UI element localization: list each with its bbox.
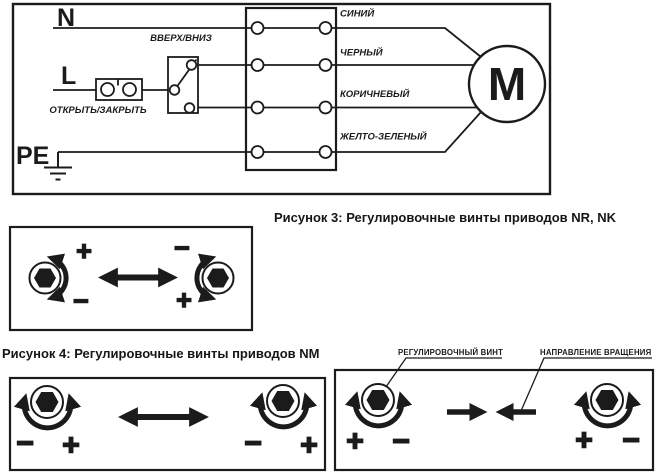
- callout-leader-line: [379, 358, 502, 397]
- minus-label: −: [73, 286, 89, 316]
- minus-label: −: [392, 425, 410, 458]
- up-down-switch-icon: [168, 57, 198, 113]
- figure3-caption: Рисунок 3: Регулировочные винты приводов NR, NK: [273, 210, 617, 225]
- terminal-l-label: L: [61, 62, 77, 90]
- wire-label-yellow-green: ЖЕЛТО-ЗЕЛЕНЫЙ: [340, 131, 427, 143]
- terminal-block: [246, 8, 336, 170]
- plus-label: +: [76, 236, 92, 266]
- diagram-border: [13, 4, 550, 194]
- hex-screw-icon: [591, 384, 623, 416]
- plus-label: +: [176, 285, 192, 315]
- wire-label-blue: СИНИЙ: [340, 8, 375, 20]
- figure4-left-panel: [0, 368, 330, 474]
- wiring-diagram: [0, 0, 660, 206]
- open-close-contact-label: ОТКРЫТЬ/ЗАКРЫТЬ: [49, 105, 147, 116]
- plus-label: +: [300, 429, 318, 462]
- minus-label: −: [244, 427, 262, 460]
- terminal-n-label: N: [57, 4, 76, 32]
- minus-label: −: [622, 424, 640, 457]
- hex-screw-icon: [31, 386, 63, 418]
- adjustment-screw-label: РЕГУЛИРОВОЧНЫЙ ВИНТ: [398, 348, 504, 357]
- open-close-contact-icon: [96, 79, 142, 100]
- hex-screw-icon: [267, 385, 299, 417]
- terminal-pe-label: PE: [16, 142, 50, 170]
- hex-screw-icon: [203, 263, 234, 294]
- hex-screw-icon: [362, 384, 394, 416]
- figure3-panel: [0, 220, 260, 335]
- wire-blue: [53, 28, 481, 57]
- plus-label: +: [575, 424, 593, 457]
- motor-label: M: [487, 58, 527, 110]
- plus-label: +: [62, 429, 80, 462]
- motor-symbol: [469, 46, 545, 122]
- wire-label-brown: КОРИЧНЕВЫЙ: [340, 89, 410, 100]
- minus-label: −: [174, 233, 190, 263]
- figure4-right-panel: [330, 340, 660, 474]
- plus-label: +: [346, 425, 364, 458]
- minus-label: −: [16, 427, 34, 460]
- rotation-direction-label: НАПРАВЛЕНИЕ ВРАЩЕНИЯ: [540, 348, 652, 357]
- up-down-switch-label: ВВЕРХ/ВНИЗ: [150, 33, 212, 44]
- figure4-caption: Рисунок 4: Регулировочные винты приводов NM: [2, 346, 320, 361]
- hex-screw-icon: [30, 263, 61, 294]
- wire-label-black: ЧЕРНЫЙ: [340, 47, 383, 59]
